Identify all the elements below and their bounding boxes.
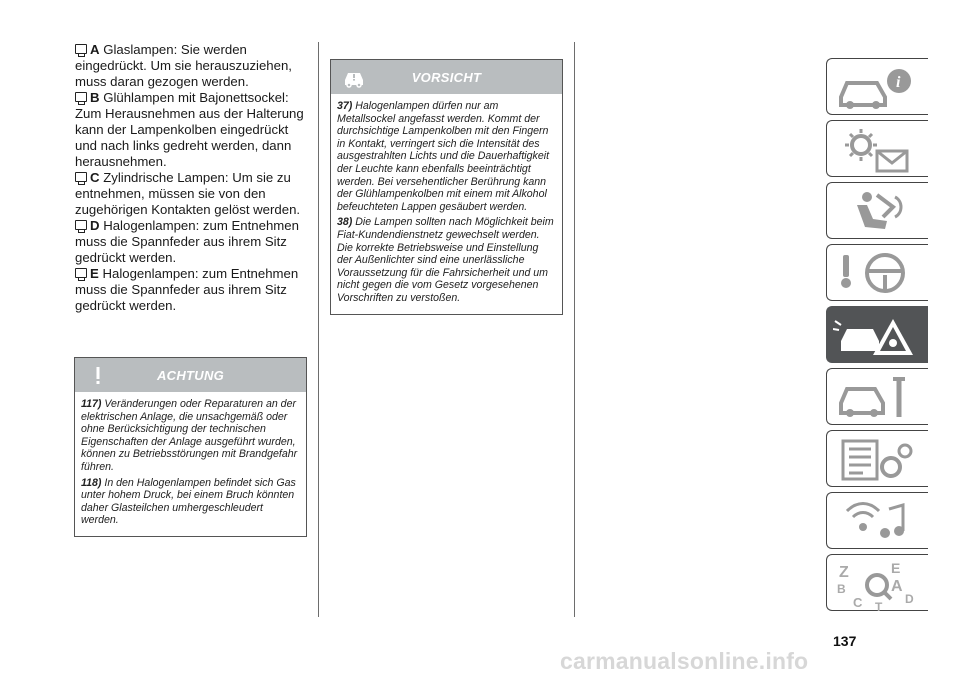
bulb-icon	[75, 268, 87, 278]
bulb-icon	[75, 220, 87, 230]
achtung-title: ACHTUNG	[156, 368, 225, 383]
index-letter: A	[891, 578, 903, 595]
paragraph-tag: E	[90, 266, 99, 281]
left-column	[75, 42, 307, 314]
bulb-icon	[75, 92, 87, 102]
tab-airbag-seat[interactable]	[826, 182, 928, 239]
index-letter: D	[905, 592, 914, 606]
achtung-header	[75, 358, 306, 392]
item-number: 37)	[337, 100, 353, 112]
item-text: Veränderungen oder Reparaturen an der elektrischen Anlage, die unsachgemäß oder ohne Berücksichtigung der technischen Eigenschaften der Anlage ausgeführt wurden, können zu Betriebsstörungen mit Brandgefahr führen.	[81, 398, 298, 473]
vorsicht-header	[331, 60, 562, 94]
achtung-item	[81, 477, 300, 527]
car-info-icon	[833, 63, 923, 113]
tab-warning-lights[interactable]	[826, 120, 928, 177]
vorsicht-title: VORSICHT	[411, 70, 482, 85]
tab-technical-data[interactable]	[826, 430, 928, 487]
paragraph-tag: B	[90, 90, 100, 105]
item-text: Halogenlampen dürfen nur am Metallsockel angefasst werden. Kommt der durchsichtige Lampenkolben mit den Fingern in Kontakt, verringert sich die Intensität des ausgestrahlten Lichts und die Dauerhaftigkeit der Leuchte kann ebenfalls beeinträchtigt werden. Bei versehentlicher Berührung kann der Glühlampenkolben mit einem mit Alkohol befeuchteten Lappen gesäubert werden.	[337, 100, 550, 213]
paragraph-text: Zylindrische Lampen: Um sie zu entnehmen, müssen sie von den zugehörigen Kontakten gelöst werden.	[75, 170, 301, 217]
item-number: 117)	[81, 398, 102, 410]
tab-car-info[interactable]	[826, 58, 928, 115]
index-icon	[833, 559, 923, 613]
item-number: 118)	[81, 476, 102, 489]
index-letter: B	[837, 582, 846, 596]
paragraph-tag: A	[90, 42, 100, 57]
paragraph-e	[75, 266, 307, 314]
airbag-seat-icon	[833, 187, 923, 237]
paragraph-a	[75, 42, 307, 90]
watermark: carmanualsonline.info	[560, 648, 809, 674]
item-number: 38)	[337, 216, 353, 229]
bulb-icon	[75, 172, 87, 182]
page-number: 137	[833, 633, 857, 649]
achtung-item	[81, 398, 300, 474]
index-letter: Z	[839, 564, 849, 581]
paragraph-tag: C	[90, 170, 100, 185]
tab-car-maintenance[interactable]	[826, 368, 928, 425]
paragraph-c	[75, 170, 307, 218]
tab-emergency[interactable]	[826, 306, 928, 363]
vorsicht-item	[337, 216, 556, 304]
bulb-icon	[75, 44, 87, 54]
vorsicht-box	[330, 59, 563, 315]
paragraph-text: Glaslampen: Sie werden eingedrückt. Um sie herauszuziehen, muss daran gezogen werden.	[75, 42, 292, 89]
multimedia-icon	[833, 497, 923, 547]
tab-index[interactable]	[826, 554, 928, 611]
index-letter: E	[891, 560, 901, 576]
steering-wheel-key-icon	[833, 249, 923, 299]
paragraph-text: Halogenlampen: zum Entnehmen muss die Spannfeder aus ihrem Sitz gedrückt werden.	[75, 218, 299, 265]
paragraph-text: Glühlampen mit Bajonettsockel: Zum Herausnehmen aus der Halterung kann der Lampenkolben eingedrückt und nach links gedreht werden, dann herausnehmen.	[75, 90, 304, 169]
column-divider	[318, 42, 319, 617]
emergency-icon	[833, 311, 923, 361]
achtung-body	[75, 392, 306, 536]
index-letter: T	[875, 600, 883, 613]
column-divider	[574, 42, 575, 617]
car-maintenance-icon	[833, 373, 923, 423]
item-text: In den Halogenlampen befindet sich Gas unter hohem Druck, bei einem Bruch könnten daher Glasteilchen umhergeschleudert werden.	[81, 476, 296, 527]
technical-data-icon	[833, 435, 923, 485]
paragraph-tag: D	[90, 218, 100, 233]
tab-multimedia[interactable]	[826, 492, 928, 549]
item-text: Die Lampen sollten nach Möglichkeit beim Fiat-Kundendienstnetz gewechselt werden. Die korrekte Betriebsweise und Einstellung der Außenlichter sind eine unerlässliche Voraussetzung für die Fahrsicherheit und um nicht gegen die vom Gesetz vorgesehenen Vorschriften zu verstoßen.	[337, 216, 554, 304]
paragraph-text: Halogenlampen: zum Entnehmen muss die Spannfeder aus ihrem Sitz gedrückt werden.	[75, 266, 299, 313]
index-letter: C	[853, 595, 863, 610]
vorsicht-item	[337, 100, 556, 213]
warning-lights-icon	[833, 125, 923, 175]
paragraph-b	[75, 90, 307, 170]
svg-text:i: i	[896, 74, 901, 91]
vorsicht-body	[331, 94, 562, 314]
tab-steering-wheel[interactable]	[826, 244, 928, 301]
paragraph-d	[75, 218, 307, 266]
achtung-box	[74, 357, 307, 537]
